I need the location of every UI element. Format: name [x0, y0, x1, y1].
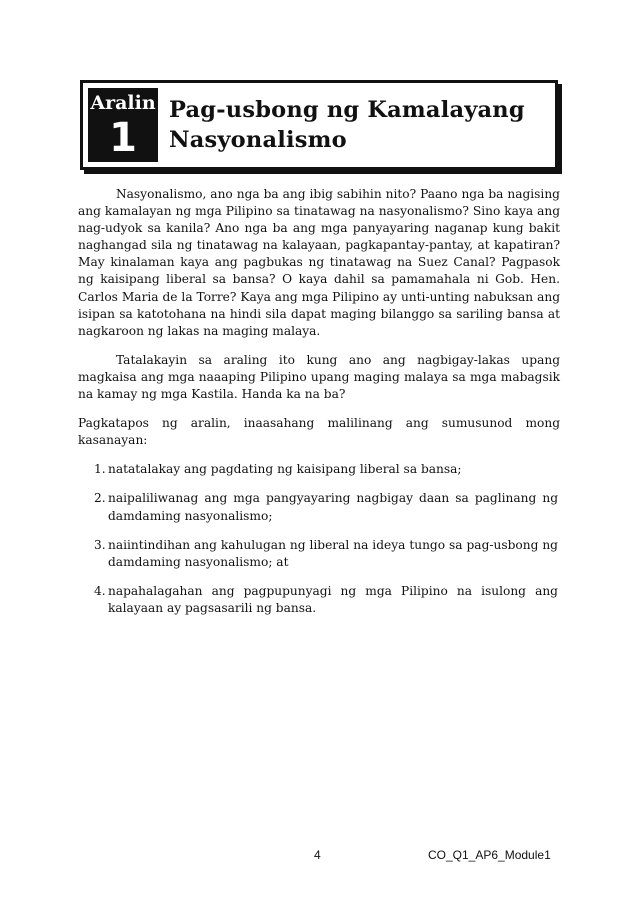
second-paragraph: Tatalakayin sa araling ito kung ano ang nagbigay-lakas upang magkaisa ang mga naaaping Pilipino upang maging malaya sa mga mabagsik na kamay ng mga Kastila. Handa ka na ba? — [78, 352, 560, 402]
objective-item — [78, 490, 560, 524]
objective-text: napahalagahan ang pagpupunyagi ng mga Pilipino na isulong ang kalayaan ay pagsasarili ng bansa. — [108, 583, 558, 615]
intro-paragraph: Nasyonalismo, ano nga ba ang ibig sabihin nito? Paano nga ba nagising ang kamalayan ng mga Pilipino sa tinatawag na nasyonalismo? Sino kaya ang nag-udyok sa kanila? Ano nga ba ang mga panyayaring naganap kung bakit naghangad sila ng tinatawag na kalayaan, pagkapantay-pantay, at kapatiran? May kinalaman kaya ang pagbukas ng tinatawag na Suez Canal? Pagpasok ng kaisipang liberal sa bansa? O kaya dahil sa pamamahala ni Gob. Hen. Carlos Maria de la Torre? Kaya ang mga Pilipino ay unti-unting nabuksan ang isipan sa katotohana na hindi sila dapat maging bilanggo sa sariling bansa at nagkaroon ng lakas na maging malaya. — [78, 187, 560, 338]
objective-text: naiintindihan ang kahulugan ng liberal na ideya tungo sa pag-usbong ng damdaming nasyonalismo; at — [108, 537, 558, 569]
objective-number: 4. — [94, 583, 106, 598]
objective-text: naipaliliwanag ang mga pangyayaring nagbigay daan sa paglinang ng damdaming nasyonalismo; — [108, 491, 558, 523]
lesson-number: 1 — [109, 115, 137, 161]
objectives-intro: Pagkatapos ng aralin, inaasahang malilinang ang sumusunod mong kasanayan: — [78, 416, 560, 448]
objective-text: natatalakay ang pagdating ng kaisipang liberal sa bansa; — [108, 462, 462, 477]
page-number: 4 — [314, 848, 321, 862]
objectives-list — [78, 461, 560, 617]
lesson-label: Aralin — [90, 92, 156, 114]
objective-item — [78, 537, 560, 571]
lesson-header — [80, 80, 558, 170]
lesson-title: Pag-usbong ng Kamalayang Nasyonalismo — [169, 97, 525, 153]
objective-item — [78, 461, 560, 478]
objective-number: 2. — [94, 491, 106, 506]
objective-number: 3. — [94, 537, 106, 552]
module-code: CO_Q1_AP6_Module1 — [428, 848, 551, 862]
lesson-badge — [88, 88, 158, 162]
objective-number: 1. — [94, 462, 106, 477]
lesson-body — [78, 186, 560, 629]
objective-item — [78, 583, 560, 617]
